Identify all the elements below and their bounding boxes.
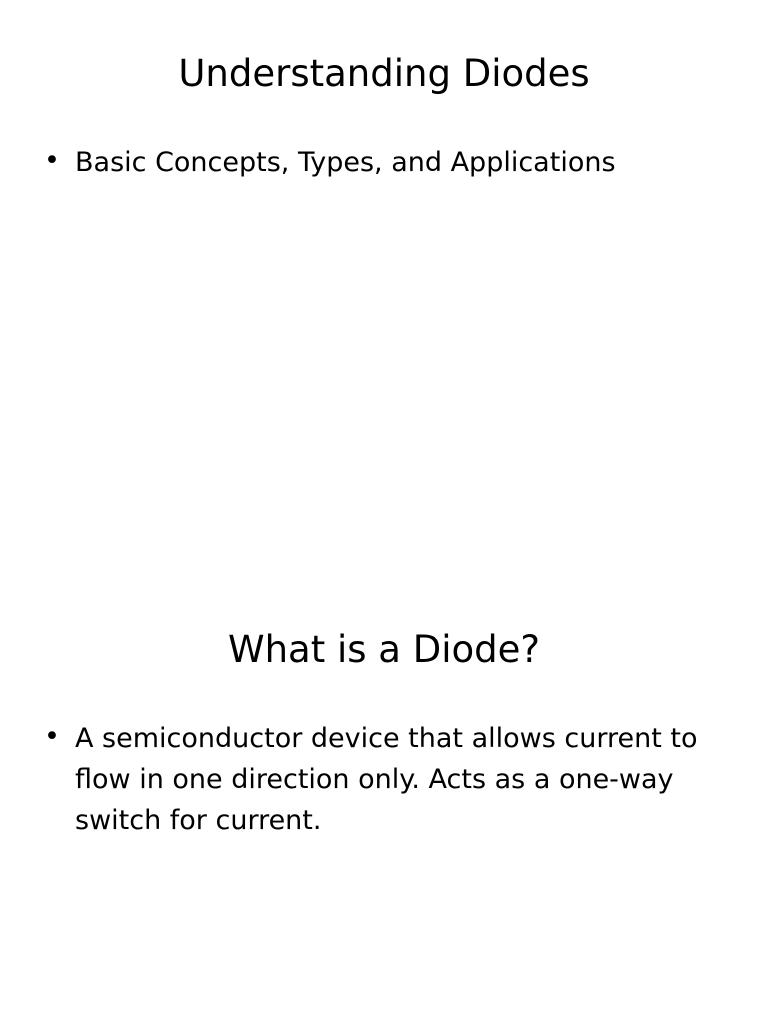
- slide-2: [0, 576, 768, 1024]
- bullet-dot-icon: •: [44, 145, 60, 176]
- bullet-item: [44, 718, 734, 841]
- bullet-list: [44, 718, 734, 841]
- bullet-text: Basic Concepts, Types, and Applications: [75, 147, 616, 178]
- bullet-list: [44, 142, 734, 183]
- bullet-text: A semiconductor device that allows current to flow in one direction only. Acts as a one-way switch for current.: [75, 723, 698, 836]
- slide-title: What is a Diode?: [227, 628, 541, 671]
- bullet-item: [44, 142, 734, 183]
- bullet-dot-icon: •: [44, 721, 60, 752]
- slide-title: Understanding Diodes: [178, 52, 590, 95]
